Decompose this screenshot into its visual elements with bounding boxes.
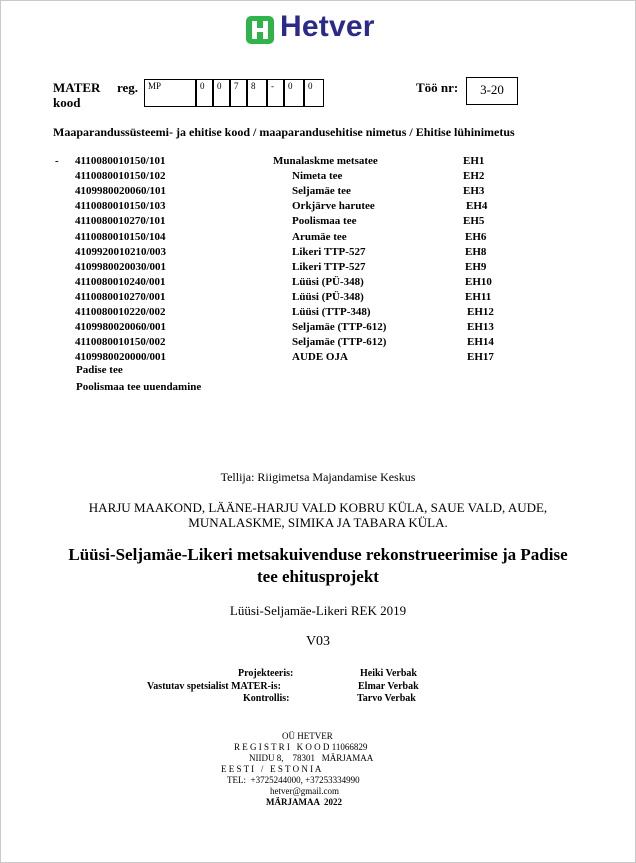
row-name: Seljamäe (TTP-612) — [292, 336, 387, 349]
hetver-logo-icon — [246, 16, 274, 44]
code-cell-4: 8 — [247, 79, 267, 107]
company-email: hetver@gmail.com — [270, 786, 340, 796]
project-title-1: Lüüsi-Seljamäe-Likeri metsakuivenduse rekonstrueerimise ja Padise — [68, 545, 568, 564]
row-short: EH4 — [466, 200, 488, 213]
company-reg-label: R E G I S T R I K O O D — [234, 742, 330, 752]
row-bullet: - — [55, 155, 59, 167]
row-code: 4110080010150/101 — [75, 155, 166, 167]
row-name: Lüüsi (TTP-348) — [292, 306, 371, 318]
client-name: Riigimetsa Majandamise Keskus — [257, 470, 416, 484]
row-short: EH14 — [467, 336, 494, 349]
staff-role-2: Kontrollis: — [243, 693, 290, 704]
company-reg-line — [234, 742, 367, 752]
row-name: Lüüsi (PÜ-348) — [292, 290, 364, 303]
mater-reg-label: reg. — [117, 80, 139, 95]
code-cell-6: 0 — [284, 79, 304, 107]
company-name: OÜ HETVER — [282, 731, 333, 741]
row-short: EH12 — [467, 306, 494, 318]
row-code: 4110080010150/104 — [75, 230, 166, 243]
section-title: Maaparandussüsteemi- ja ehitise kood / maaparandusehitise nimetus / Ehitise lühinimetus — [53, 125, 515, 139]
row-code: 4110080010270/001 — [75, 290, 166, 303]
code-cell-3: 7 — [230, 79, 247, 107]
staff-role-0: Projekteeris: — [238, 668, 294, 679]
staff-name-0: Heiki Verbak — [360, 668, 417, 679]
row-name: Munalaskme metsatee — [273, 155, 378, 167]
row-code: 4110080010270/101 — [75, 215, 166, 228]
project-subtitle: Lüüsi-Seljamäe-Likeri REK 2019 — [229, 603, 407, 618]
row-code: 4109980020000/001 — [75, 351, 167, 364]
staff-role-1: Vastutav spetsialist MATER-is: — [147, 681, 281, 692]
staff-name-2: Tarvo Verbak — [357, 693, 416, 704]
row-name: Orkjärve harutee — [292, 200, 375, 213]
row-code: 4110080010150/002 — [75, 336, 166, 349]
company-address: NIIDU 8, 78301 MÄRJAMAA — [249, 753, 374, 763]
row-short: EH17 — [467, 351, 494, 364]
row-code: 4110080010150/102 — [75, 170, 166, 183]
location-line-2: MUNALASKME, SIMIKA JA TABARA KÜLA. — [188, 515, 448, 530]
row-code: 4110080010150/103 — [75, 200, 166, 213]
row-name: Likeri TTP-527 — [292, 260, 366, 273]
work-nr-box: 3-20 — [466, 77, 518, 105]
company-reg-code: 11066829 — [331, 742, 368, 752]
work-nr-label: Töö nr: — [416, 80, 459, 95]
code-cell-0: MP — [144, 79, 196, 107]
code-cell-7: 0 — [304, 79, 324, 107]
mater-kood-label: kood — [53, 95, 81, 110]
row-name: Lüüsi (PÜ-348) — [292, 275, 364, 288]
row-short: EH9 — [465, 260, 487, 273]
row-short: EH10 — [465, 275, 492, 288]
company-country: E E S T I / E S T O N I A — [221, 764, 322, 774]
row-code: 4109980020060/001 — [75, 321, 167, 334]
row-code: 4109980020030/001 — [75, 260, 167, 273]
code-cell-1: 0 — [196, 79, 213, 107]
row-name: Seljamäe (TTP-612) — [292, 321, 387, 334]
row-short: EH6 — [465, 230, 487, 243]
project-title-2: tee ehitusprojekt — [257, 567, 379, 586]
client-line — [0, 470, 636, 485]
code-cell-5: - — [267, 79, 284, 107]
logo-text: Hetver — [280, 10, 375, 43]
row-short: EH3 — [463, 185, 485, 198]
company-phone: TEL: +3725244000, +37253334990 — [227, 775, 360, 785]
row-short: EH13 — [467, 321, 494, 334]
mater-label: MATER — [53, 80, 101, 95]
row-name: Arumäe tee — [292, 230, 347, 243]
row-code: 4110080010240/001 — [75, 275, 166, 288]
row-short: EH8 — [465, 245, 487, 258]
company-place-year: MÄRJAMAA 2022 — [266, 797, 342, 807]
row-code: 4109920010210/003 — [75, 245, 167, 258]
row-short: EH1 — [463, 155, 485, 167]
row-name: Nimeta tee — [292, 170, 343, 183]
row-code: 4109980020060/101 — [75, 185, 167, 198]
row-name: Likeri TTP-527 — [292, 245, 366, 258]
row-short: EH5 — [463, 215, 485, 228]
project-version: V03 — [305, 634, 331, 649]
extra-item-poolismaa: Poolismaa tee uuendamine — [76, 381, 202, 393]
row-short: EH11 — [465, 290, 492, 303]
row-name: Seljamäe tee — [292, 185, 351, 198]
row-code: 4110080010220/002 — [75, 306, 166, 318]
client-label: Tellija: — [220, 470, 255, 484]
row-short: EH2 — [463, 170, 485, 183]
row-name: AUDE OJA — [292, 351, 348, 364]
code-cell-2: 0 — [213, 79, 230, 107]
location-line-1: HARJU MAAKOND, LÄÄNE-HARJU VALD KOBRU KÜLA, SAUE VALD, AUDE, — [88, 500, 548, 515]
extra-item-padise: Padise tee — [76, 364, 123, 376]
row-name: Poolismaa tee — [292, 215, 357, 228]
staff-name-1: Elmar Verbak — [358, 681, 419, 692]
